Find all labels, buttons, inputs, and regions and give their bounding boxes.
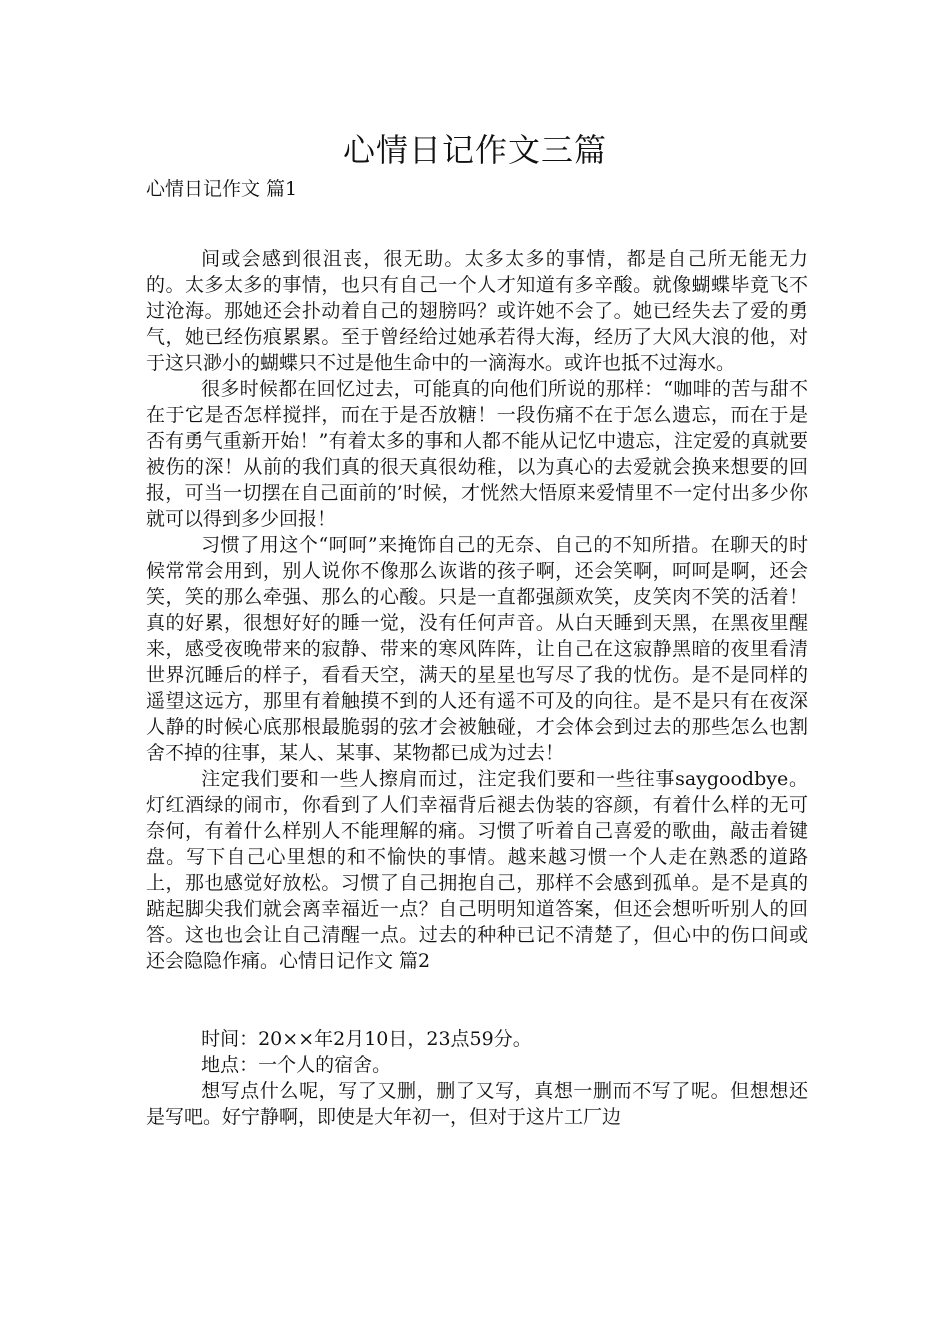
- paragraph: [146, 766, 808, 974]
- paragraph-text: 注定我们要和一些人擦肩而过，注定我们要和一些往事saygoodbye。灯红酒绿的闹市，你看到了人们幸福背后褪去伪装的容颜，有着什么样的无可奈何，有着什么样别人不能理解的痛。习惯了听着自己喜爱的歌曲，敲击着键盘。写下自己心里想的和不愉快的事情。越来越习惯一个人走在熟悉的道路上，那也感觉好放松。习惯了自己拥抱自己，那样不会感到孤单。是不是真的踮起脚尖我们就会离幸福近一点？自己明明知道答案，但还会想听听别人的回答。这也也会让自己清醒一点。过去的种种已记不清楚了，但心中的伤口间或还会隐隐作痛。: [146, 768, 808, 972]
- paragraph: 时间：20××年2月10日，23点59分。: [201, 1028, 532, 1050]
- document-body: [146, 246, 808, 1130]
- paragraph: 间或会感到很沮丧，很无助。太多太多的事情，都是自己所无能无力的。太多太多的事情，也只有自己一个人才知道有多辛酸。就像蝴蝶毕竟飞不过沧海。那她还会扑动着自己的翅膀吗？或许她不会了。她已经失去了爱的勇气，她已经伤痕累累。至于曾经给过她承若得大海，经历了大风大浪的他，对于这只渺小的蝴蝶只不过是他生命中的一滴海水。或许也抵不过海水。: [146, 248, 808, 374]
- document-title: 心情日记作文三篇: [342, 131, 607, 169]
- paragraph: 想写点什么呢，写了又删，删了又写，真想一删而不写了呢。但想想还是写吧。好宁静啊，即使是大年初一，但对于这片工厂边: [146, 1080, 808, 1128]
- paragraph: 很多时候都在回忆过去，可能真的向他们所说的那样：“咖啡的苦与甜不在于它是否怎样搅拌，而在于是否放糖！一段伤痛不在于怎么遗忘，而在于是否有勇气重新开始！”有着太多的事和人都不能从记忆中遗忘，注定爱的真就要被伤的深！从前的我们真的很天真很幼稚，以为真心的去爱就会换来想要的回报，可当一切摆在自己面前的’时候，才恍然大悟原来爱情里不一定付出多少你就可以得到多少回报！: [146, 378, 808, 530]
- section-gap: [146, 974, 808, 1026]
- paragraph: 地点：一个人的宿舍。: [201, 1054, 392, 1076]
- paragraph: 习惯了用这个“呵呵”来掩饰自己的无奈、自己的不知所措。在聊天的时候常常会用到，别人说你不像那么诙谐的孩子啊，还会笑啊，呵呵是啊，还会笑，笑的那么牵强、那么的心酸。只是一直都强颜欢笑，皮笑肉不笑的活着！真的好累，很想好好的睡一觉，没有任何声音。从白天睡到天黑，在黑夜里醒来，感受夜晚带来的寂静、带来的寒风阵阵，让自己在这寂静黑暗的夜里看清世界沉睡后的样子，看看天空，满天的星星也写尽了我的忧伤。是不是同样的遥望这远方，那里有着触摸不到的人还有遥不可及的向往。是不是只有在夜深人静的时候心底那根最脆弱的弦才会被触碰，才会体会到过去的那些怎么也割舍不掉的往事，某人、某事、某物都已成为过去！: [146, 534, 808, 764]
- section-heading-1: 心情日记作文 篇1: [146, 178, 298, 200]
- section-heading-2: 心情日记作文 篇2: [279, 950, 431, 972]
